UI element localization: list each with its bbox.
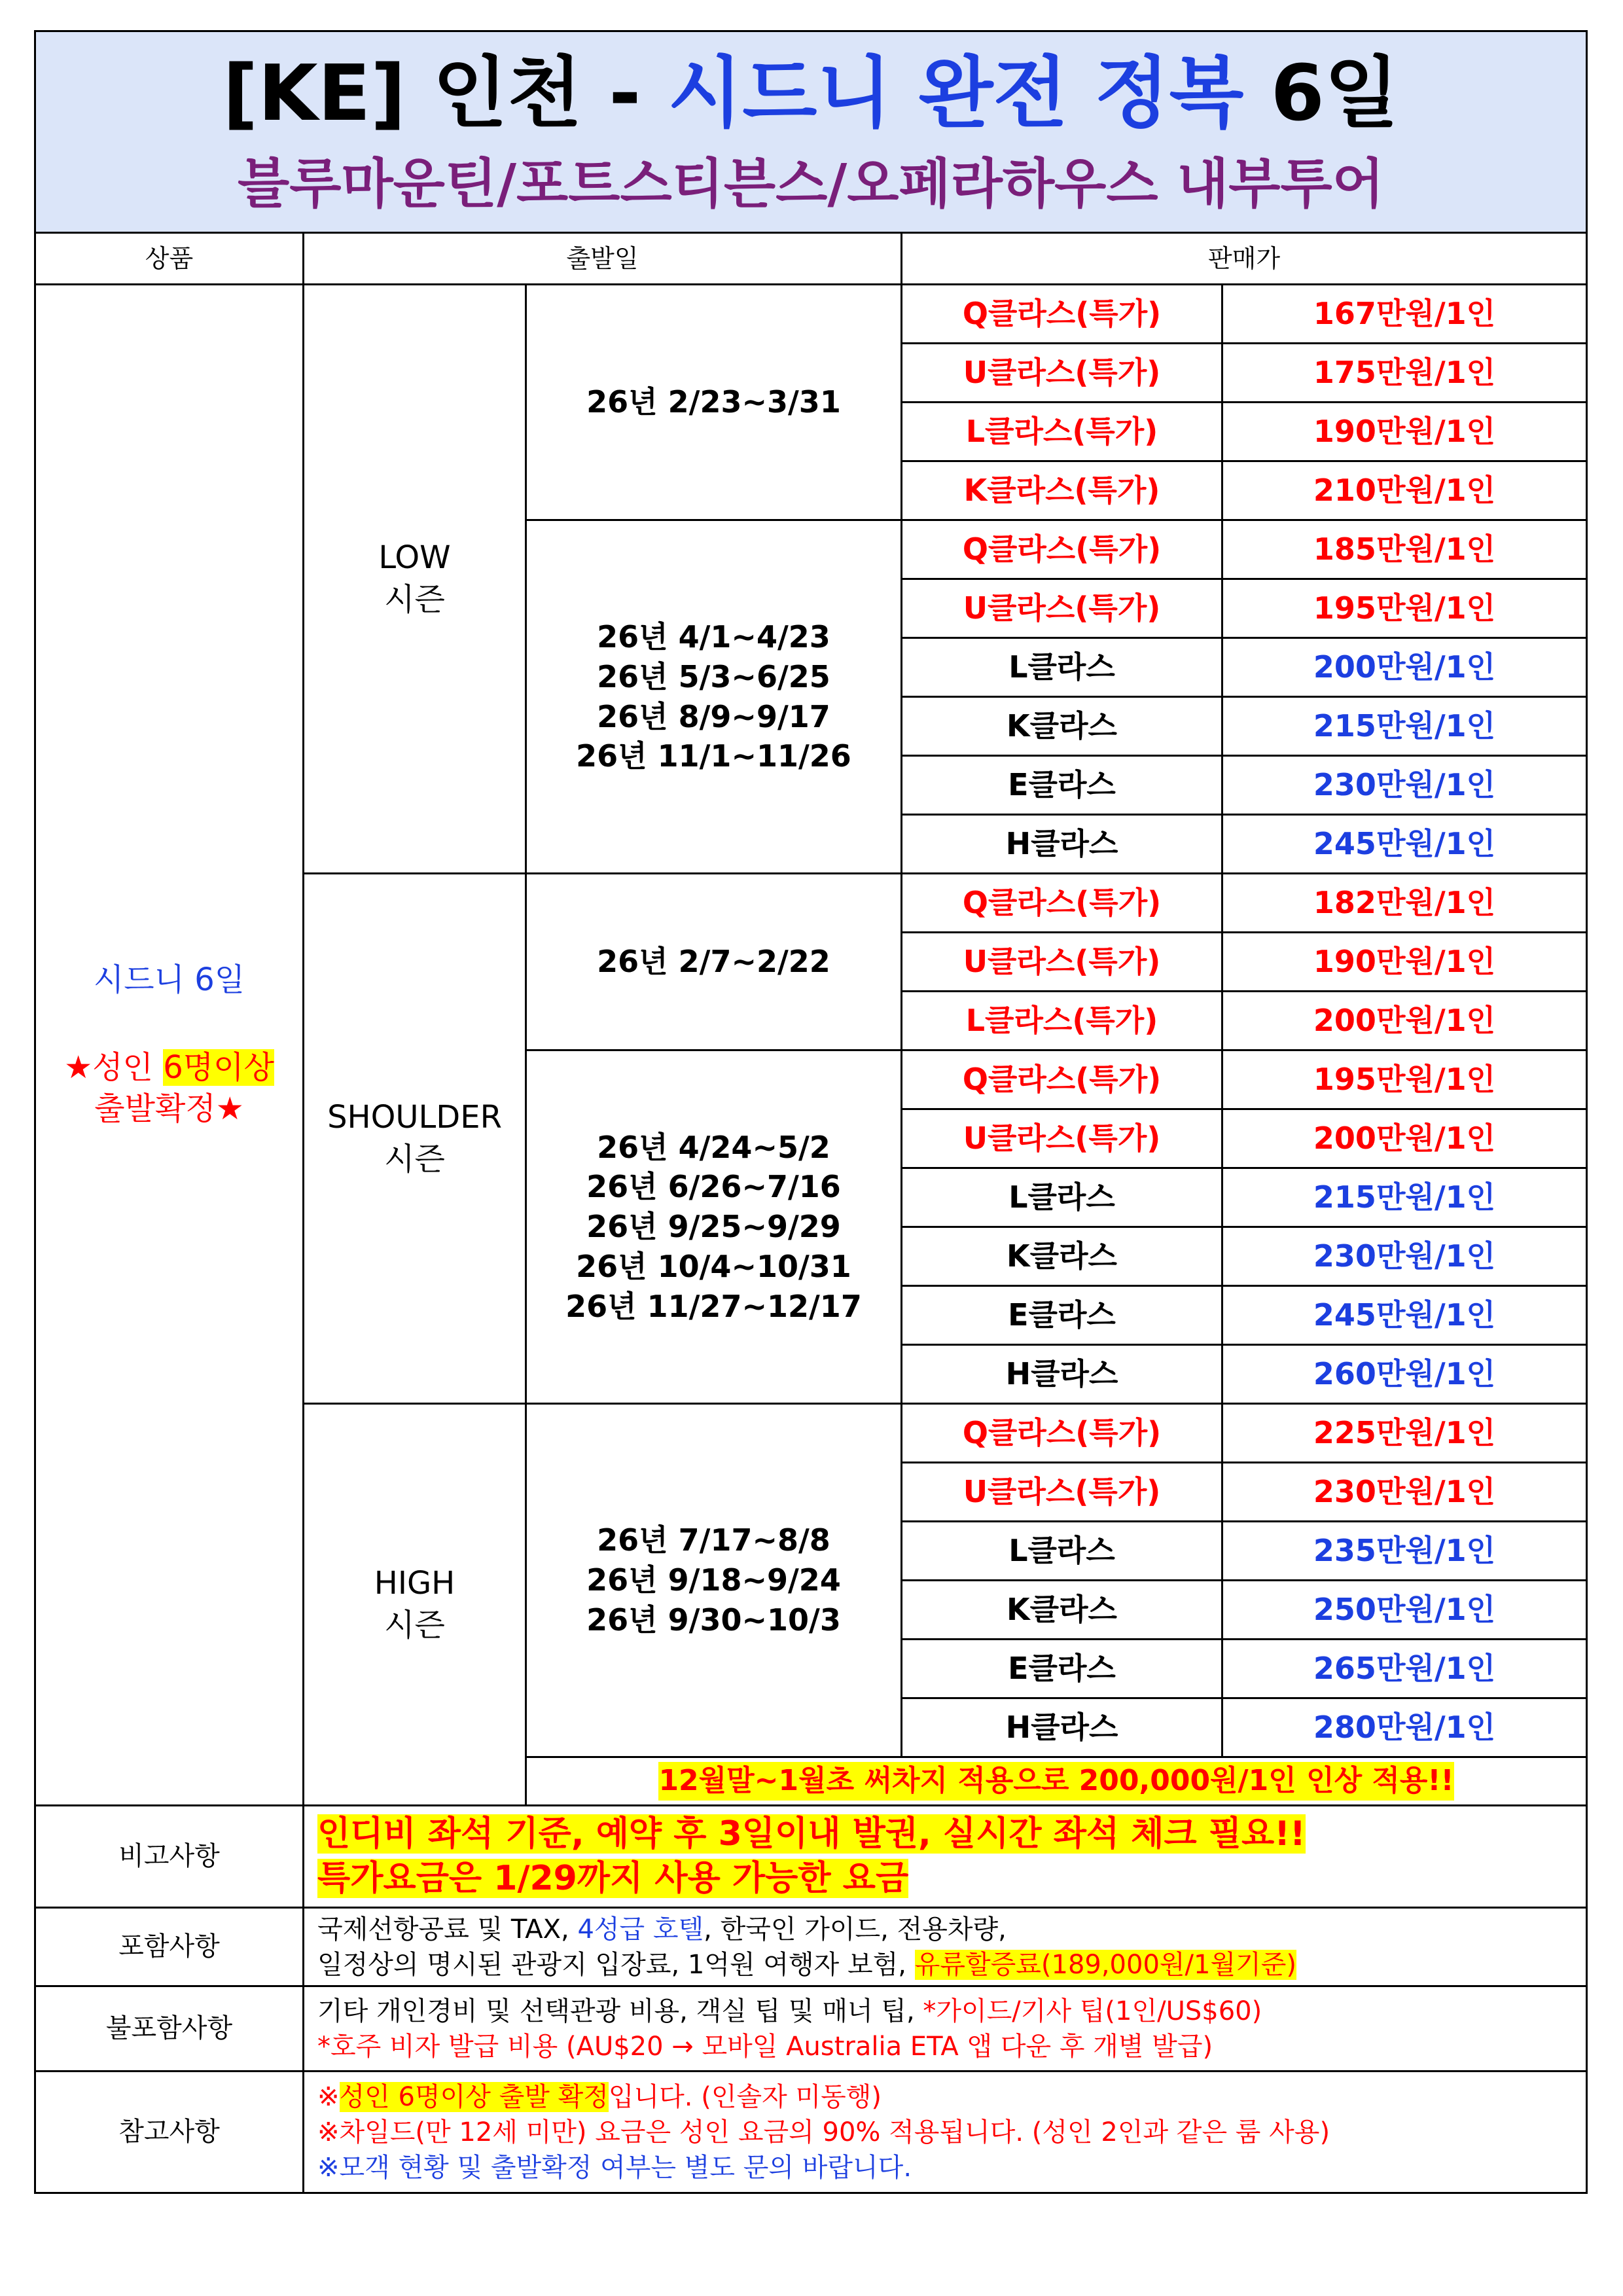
fare-price: 190만원/1인 — [1223, 933, 1586, 992]
date-group — [527, 285, 902, 521]
date-range: 26년 7/17~8/8 — [597, 1522, 830, 1558]
remarks-line: 인디비 좌석 기준, 예약 후 3일이내 발권, 실시간 좌석 체크 필요!! — [317, 1814, 1306, 1854]
reference-text: 입니다. (인솔자 미동행) — [608, 2081, 882, 2112]
date-group — [527, 521, 902, 874]
fare-class: E클라스 — [902, 1287, 1223, 1346]
fare-price: 245만원/1인 — [1223, 1287, 1586, 1346]
date-range: 26년 2/23~3/31 — [586, 384, 841, 420]
fare-class: L클라스(특가) — [902, 992, 1223, 1051]
fare-price: 185만원/1인 — [1223, 521, 1586, 580]
fare-class: K클라스(특가) — [902, 462, 1223, 521]
reference-line — [317, 2079, 1330, 2115]
date-range: 26년 10/4~10/31 — [576, 1248, 851, 1284]
fare-class: L클라스(특가) — [902, 403, 1223, 462]
included-text: 국제선항공료 및 TAX, — [317, 1914, 578, 1945]
season-high — [304, 1405, 527, 1806]
fare-class: L클라스 — [902, 639, 1223, 698]
surcharge-note — [527, 1758, 1586, 1806]
column-header-product: 상품 — [36, 234, 304, 285]
date-range: 26년 2/7~2/22 — [597, 944, 830, 980]
reference-label: 참고사항 — [36, 2072, 304, 2192]
fare-price: 235만원/1인 — [1223, 1522, 1586, 1581]
fare-price: 280만원/1인 — [1223, 1699, 1586, 1758]
title-highlight: 시드니 완전 정복 — [668, 48, 1244, 138]
fare-class: Q클라스(특가) — [902, 285, 1223, 344]
fare-class: Q클라스(특가) — [902, 1051, 1223, 1110]
reference-line: ※모객 현황 및 출발확정 여부는 별도 문의 바랍니다. — [317, 2152, 912, 2183]
date-range: 26년 4/1~4/23 — [597, 619, 830, 655]
product-note-line2: 출발확정★ — [94, 1090, 244, 1128]
fare-price: 167만원/1인 — [1223, 285, 1586, 344]
fare-price: 195만원/1인 — [1223, 580, 1586, 639]
product-note-prefix: ★성인 — [64, 1049, 164, 1086]
date-range: 26년 9/30~10/3 — [586, 1602, 841, 1638]
season-low — [304, 285, 527, 874]
fare-class: E클라스 — [902, 757, 1223, 816]
fare-price: 210만원/1인 — [1223, 462, 1586, 521]
included-line — [317, 1947, 1296, 1982]
title-prefix: [KE] 인천 - — [223, 48, 668, 138]
surcharge-text: 12월말~1월초 써차지 적용으로 200,000원/1인 인상 적용!! — [658, 1762, 1454, 1800]
fare-class: U클라스(특가) — [902, 344, 1223, 403]
season-suffix: 시즌 — [384, 1140, 445, 1177]
season-shoulder — [304, 874, 527, 1405]
column-header-departure: 출발일 — [304, 234, 902, 285]
fare-price: 250만원/1인 — [1223, 1581, 1586, 1640]
reference-line: ※차일드(만 12세 미만) 요금은 성인 요금의 90% 적용됩니다. (성인 2인과 같은 룸 사용) — [317, 2117, 1330, 2147]
season-name: SHOULDER — [327, 1099, 502, 1136]
column-header-price: 판매가 — [902, 234, 1586, 285]
fare-class: H클라스 — [902, 1346, 1223, 1405]
season-name: LOW — [378, 539, 451, 577]
fare-price: 245만원/1인 — [1223, 816, 1586, 874]
fare-price: 230만원/1인 — [1223, 1228, 1586, 1287]
fare-class: K클라스 — [902, 1581, 1223, 1640]
product-name: 시드니 6일 — [93, 961, 245, 999]
visa-fee: *호주 비자 발급 비용 (AU$20 → 모바일 Australia ETA 앱 다운 후 개별 발급) — [317, 2031, 1213, 2062]
date-range: 26년 11/1~11/26 — [576, 738, 851, 774]
fare-price: 200만원/1인 — [1223, 1110, 1586, 1169]
date-range: 26년 4/24~5/2 — [597, 1129, 830, 1165]
date-range: 26년 9/18~9/24 — [586, 1562, 841, 1598]
fare-class: Q클라스(특가) — [902, 521, 1223, 580]
itinerary-sheet — [34, 30, 1588, 2194]
page-title — [36, 44, 1586, 142]
excluded-content — [304, 1987, 1586, 2072]
season-suffix: 시즌 — [384, 1606, 445, 1643]
fare-price: 230만원/1인 — [1223, 1463, 1586, 1522]
excluded-line — [317, 1994, 1262, 2029]
included-line — [317, 1912, 1296, 1947]
fare-class: U클라스(특가) — [902, 933, 1223, 992]
included-content — [304, 1909, 1586, 1987]
season-suffix: 시즌 — [384, 581, 445, 618]
excluded-text: 기타 개인경비 및 선택관광 비용, 객실 팁 및 매너 팁, — [317, 1996, 923, 2026]
date-range: 26년 11/27~12/17 — [565, 1288, 862, 1324]
included-hotel: 4성급 호텔 — [577, 1914, 704, 1945]
fare-price: 225만원/1인 — [1223, 1405, 1586, 1463]
title-banner — [36, 32, 1586, 234]
date-group — [527, 1051, 902, 1405]
included-text: , 한국인 가이드, 전용차량, — [704, 1914, 1007, 1945]
fare-class: H클라스 — [902, 816, 1223, 874]
date-group — [527, 874, 902, 1051]
reference-mark: ※ — [317, 2081, 340, 2112]
fare-price: 200만원/1인 — [1223, 639, 1586, 698]
fare-class: Q클라스(특가) — [902, 1405, 1223, 1463]
product-note — [64, 1047, 274, 1088]
included-text: 일정상의 명시된 관광지 입장료, 1억원 여행자 보험, — [317, 1949, 915, 1980]
guide-tip: *가이드/기사 팁(1인/US$60) — [923, 1996, 1262, 2026]
fare-price: 215만원/1인 — [1223, 1169, 1586, 1228]
date-group — [527, 1405, 902, 1758]
fare-class: U클라스(특가) — [902, 1110, 1223, 1169]
fare-class: Q클라스(특가) — [902, 874, 1223, 933]
fare-price: 230만원/1인 — [1223, 757, 1586, 816]
fare-price: 175만원/1인 — [1223, 344, 1586, 403]
date-range: 26년 8/9~9/17 — [597, 698, 830, 734]
fare-price: 190만원/1인 — [1223, 403, 1586, 462]
fare-class: K클라스 — [902, 698, 1223, 757]
fare-price: 200만원/1인 — [1223, 992, 1586, 1051]
remarks-line: 특가요금은 1/29까지 사용 가능한 요금 — [317, 1858, 909, 1898]
reference-content — [304, 2072, 1586, 2192]
date-range: 26년 9/25~9/29 — [586, 1209, 841, 1245]
season-name: HIGH — [374, 1565, 455, 1602]
fare-class: H클라스 — [902, 1699, 1223, 1758]
date-range: 26년 5/3~6/25 — [597, 658, 830, 694]
product-note-highlight: 6명이상 — [163, 1049, 274, 1086]
title-suffix: 6일 — [1243, 48, 1399, 138]
date-range: 26년 6/26~7/16 — [586, 1169, 841, 1205]
fare-price: 260만원/1인 — [1223, 1346, 1586, 1405]
reference-highlight: 성인 6명이상 출발 확정 — [339, 2081, 609, 2112]
fare-price: 215만원/1인 — [1223, 698, 1586, 757]
remarks-label: 비고사항 — [36, 1806, 304, 1909]
fare-price: 182만원/1인 — [1223, 874, 1586, 933]
excluded-label: 불포함사항 — [36, 1987, 304, 2072]
page-subtitle: 블루마운틴/포트스티븐스/오페라하우스 내부투어 — [238, 153, 1384, 215]
fare-class: L클라스 — [902, 1169, 1223, 1228]
fuel-surcharge: 유류할증료(189,000원/1월기준) — [914, 1949, 1296, 1980]
included-label: 포함사항 — [36, 1909, 304, 1987]
fare-price: 265만원/1인 — [1223, 1640, 1586, 1699]
fare-class: E클라스 — [902, 1640, 1223, 1699]
fare-class: L클라스 — [902, 1522, 1223, 1581]
fare-class: K클라스 — [902, 1228, 1223, 1287]
fare-class: U클라스(특가) — [902, 1463, 1223, 1522]
remarks-content — [304, 1806, 1586, 1909]
product-cell — [36, 285, 304, 1806]
fare-price: 195만원/1인 — [1223, 1051, 1586, 1110]
fare-class: U클라스(특가) — [902, 580, 1223, 639]
